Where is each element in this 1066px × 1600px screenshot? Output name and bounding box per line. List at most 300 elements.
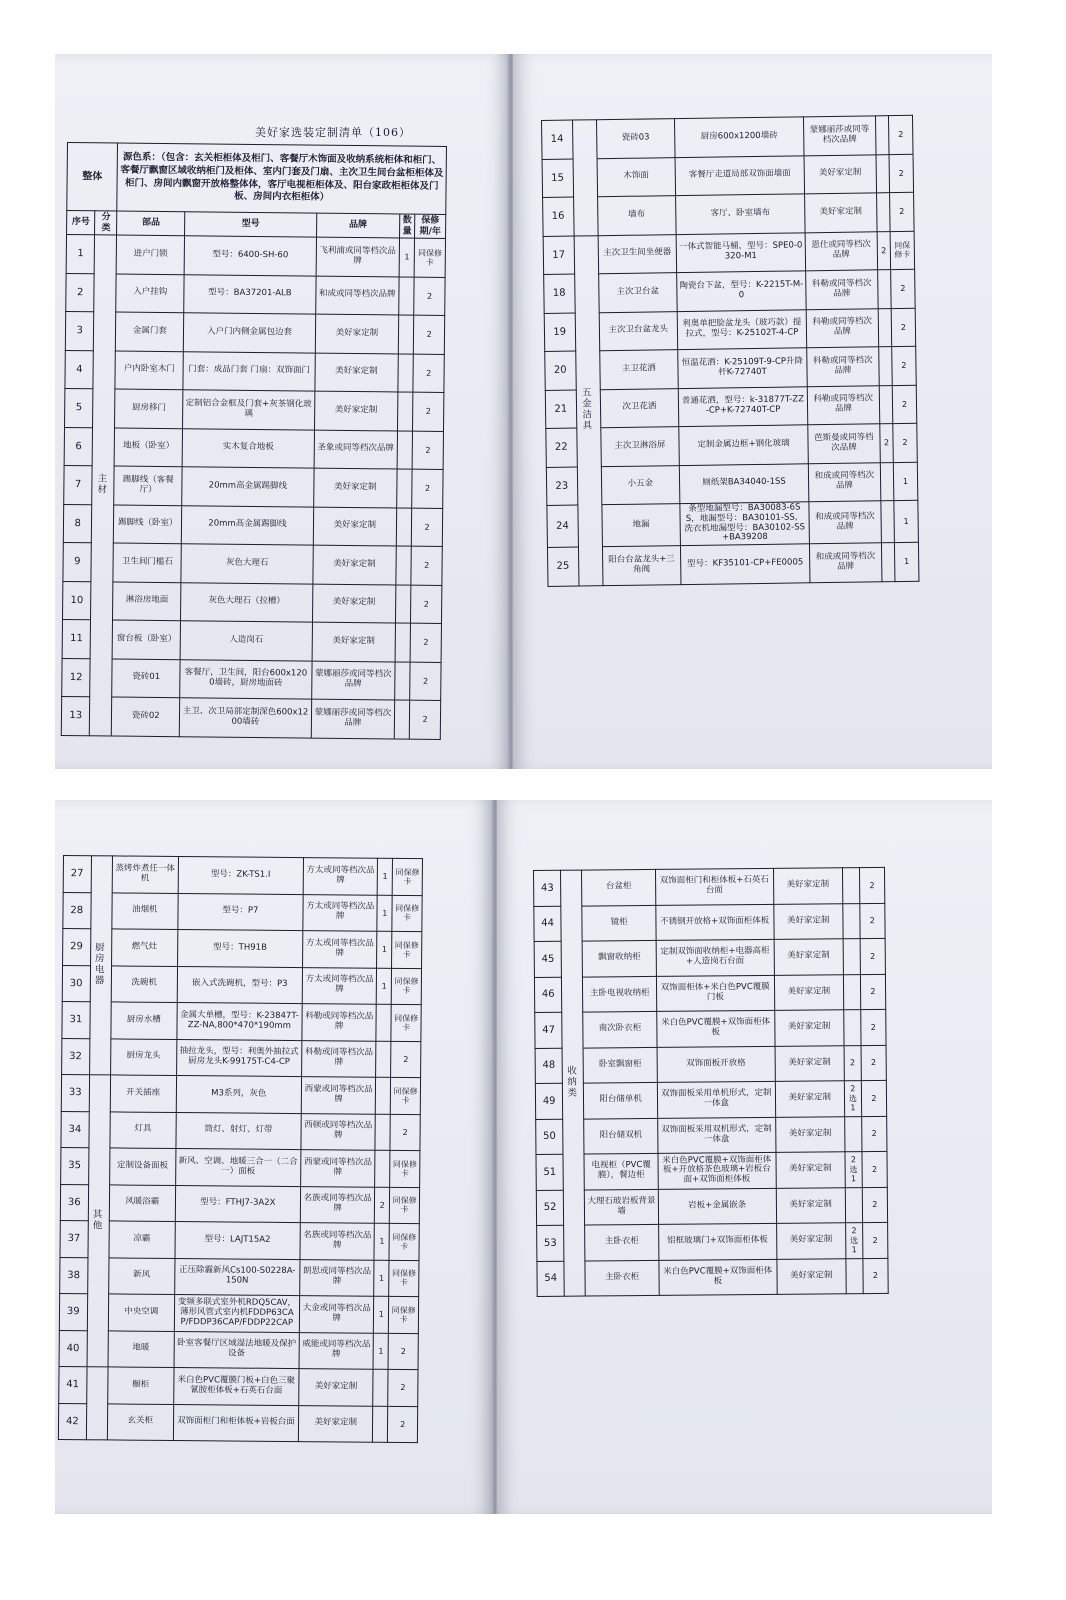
- table-row: [534, 867, 885, 906]
- part-cell: 主卧电视收纳柜: [583, 976, 657, 1012]
- row-number: 50: [536, 1119, 564, 1155]
- part-cell: 橱柜: [108, 1367, 174, 1404]
- model-cell: 型号：FTHJ7-3A2X: [175, 1185, 301, 1223]
- table-row: [535, 1045, 886, 1084]
- table-row: [537, 1222, 888, 1261]
- warranty-cell: 2: [888, 115, 913, 154]
- part-cell: 新风: [109, 1257, 175, 1294]
- row-number: 21: [545, 390, 576, 429]
- brand-cell: 美好家定制: [312, 622, 396, 661]
- row-number: 4: [65, 350, 94, 389]
- row-number: 45: [534, 941, 562, 977]
- category-cell: 厨房电器: [89, 856, 112, 1075]
- part-cell: 木饰面: [597, 157, 676, 197]
- qty-cell: [845, 1116, 862, 1152]
- row-number: 49: [535, 1083, 563, 1119]
- qty-cell: [881, 543, 895, 582]
- part-cell: 定制设备面板: [109, 1148, 175, 1185]
- table-row: [66, 235, 445, 277]
- model-cell: 米白色PVC覆膜门板+白色三聚氰胺柜体板+石英石台面: [173, 1367, 299, 1405]
- warranty-cell: 2: [414, 315, 445, 354]
- model-cell: 定制铝合金框及门套+灰茶钢化玻璃: [183, 390, 315, 430]
- qty-cell: [375, 1150, 390, 1187]
- model-cell: 定制双饰面收纳柜+电器高柜+人造岗石台面: [656, 939, 774, 976]
- row-number: 11: [62, 619, 91, 658]
- table-row: [63, 892, 422, 932]
- part-cell: 小五金: [601, 465, 680, 505]
- table-row: [536, 1187, 887, 1226]
- brand-cell: 美好家定制: [298, 1405, 373, 1442]
- qty-cell: [875, 116, 889, 155]
- warranty-cell: 2: [861, 1080, 887, 1116]
- page-right-top: [513, 54, 992, 769]
- table-row: [66, 273, 445, 315]
- row-number: 40: [59, 1330, 87, 1367]
- brand-cell: 美好家定制: [776, 1258, 846, 1294]
- row-number: 46: [534, 977, 562, 1013]
- part-cell: 洗碗机: [111, 965, 177, 1002]
- brand-cell: 美好家定制: [776, 1223, 846, 1259]
- warranty-cell: 同保修卡: [391, 968, 421, 1005]
- row-number: 36: [60, 1184, 88, 1221]
- part-cell: 墙布: [597, 196, 676, 236]
- brand-cell: 美好家定制: [315, 314, 399, 353]
- model-cell: 米白色PVC覆膜+双饰面柜体板: [657, 1010, 775, 1047]
- table-row: [59, 1366, 418, 1406]
- qty-cell: [881, 501, 895, 543]
- category-cell: 五金洁具: [574, 235, 603, 585]
- part-cell: 主卫花洒: [599, 350, 678, 390]
- table-row: [62, 1038, 421, 1078]
- part-cell: 电视柜（PVC覆膜），餐边柜: [584, 1153, 658, 1189]
- table-row: [62, 581, 441, 623]
- qty-cell: 2选1: [846, 1223, 863, 1259]
- row-number: 17: [543, 236, 574, 275]
- qty-cell: [844, 1010, 861, 1046]
- part-cell: 凉霸: [109, 1221, 175, 1258]
- warranty-cell: 2: [893, 423, 918, 462]
- warranty-cell: 2: [412, 508, 443, 547]
- warranty-cell: 2: [388, 1369, 418, 1406]
- model-cell: 20mm高金属踢脚线: [182, 467, 314, 507]
- model-cell: M3系列，灰色: [176, 1075, 302, 1113]
- row-number: 39: [59, 1293, 87, 1330]
- table-row: [65, 350, 444, 392]
- row-number: 53: [537, 1225, 565, 1261]
- table-row: [61, 696, 440, 738]
- qty-cell: [399, 276, 415, 315]
- warranty-cell: 2: [892, 346, 917, 385]
- warranty-cell: 2: [388, 1406, 418, 1443]
- intro-text: 源色系：（包含：玄关柜柜体及柜门、客餐厅木饰面及收纳系统柜体和柜门、客餐厅飘窗区域收纳柜门及柜体、室内门套及门扇、主次卫生间台盆柜柜体及柜门、房间内飘窗开放格整体体，客厅电视柜柜体及、阳台家政柜柜体及门板、房间内衣柜柜体）: [117, 143, 446, 214]
- brand-cell: 科勒或同等档次品牌: [302, 1004, 377, 1041]
- brand-cell: 美好家定制: [315, 353, 399, 392]
- qty-cell: [394, 700, 410, 739]
- part-cell: 主次卫台盆龙头: [599, 311, 678, 351]
- model-cell: 厨房600x1200墙砖: [675, 117, 804, 157]
- model-cell: 双饰面柜门和柜体板+石英石台面: [655, 868, 773, 905]
- qty-cell: 2: [877, 231, 891, 270]
- row-number: 54: [537, 1261, 565, 1297]
- part-cell: 油烟机: [112, 892, 178, 929]
- model-cell: 客餐厅走道局部双饰面墙面: [675, 155, 804, 195]
- warranty-cell: 1: [894, 542, 919, 581]
- model-cell: 岩板+金属嵌条: [658, 1188, 776, 1225]
- model-cell: 条型地漏型号：BA30083-6SS，地漏型号：BA30101-SS，洗衣机地漏型号：BA30102-SS+BA39208: [680, 502, 809, 546]
- warranty-cell: 2: [410, 623, 441, 662]
- model-cell: 型号：6400-SH-60: [184, 236, 316, 276]
- header-cell: 序号: [67, 211, 96, 235]
- page-left-bottom: [55, 800, 493, 1514]
- brand-cell: 芭斯曼或同等档次品牌: [808, 424, 881, 464]
- warranty-cell: 同保修卡: [391, 1004, 421, 1041]
- qty-cell: [395, 623, 411, 662]
- table-row: [62, 658, 441, 700]
- row-number: 30: [62, 965, 90, 1002]
- part-cell: 主卧衣柜: [585, 1224, 659, 1260]
- model-cell: 人造岗石: [180, 621, 312, 661]
- row-number: 29: [63, 929, 91, 966]
- warranty-cell: 2: [891, 269, 916, 308]
- part-cell: 灯具: [110, 1111, 176, 1148]
- table-row: [543, 231, 915, 275]
- table-row: [63, 504, 442, 546]
- part-cell: 地暖: [108, 1330, 174, 1367]
- table-row: [65, 311, 444, 353]
- model-cell: 型号：BA37201-ALB: [184, 274, 316, 314]
- row-number: 3: [65, 311, 94, 350]
- part-cell: 飘窗收纳柜: [582, 940, 656, 976]
- row-number: 34: [61, 1111, 89, 1148]
- table-row: [545, 385, 917, 429]
- warranty-cell: 同保修卡: [389, 1223, 419, 1260]
- table-row: [61, 1074, 420, 1114]
- row-number: 41: [59, 1366, 87, 1403]
- warranty-cell: 2: [414, 277, 445, 316]
- part-cell: 主次卫台盆: [598, 273, 677, 313]
- brand-cell: 美好家定制: [775, 1045, 845, 1081]
- table-row: [536, 1116, 887, 1155]
- part-cell: 进户门锁: [117, 235, 185, 274]
- table-row: [543, 192, 915, 236]
- category-cell: 主材: [90, 235, 117, 736]
- brand-cell: 科勒或同等档次品牌: [807, 347, 880, 387]
- part-cell: 南次卧衣柜: [583, 1011, 657, 1047]
- model-cell: 型号：ZK-TS1.I: [178, 857, 304, 895]
- header-cell: 保修期/年: [415, 214, 446, 238]
- warranty-cell: 2: [863, 1258, 889, 1294]
- table-row: [60, 1257, 419, 1297]
- row-number: 13: [61, 696, 90, 735]
- category-cell: [86, 1367, 108, 1440]
- qty-cell: [396, 507, 412, 546]
- row-number: 48: [535, 1048, 563, 1084]
- qty-cell: [878, 308, 892, 347]
- header-cell: 数量: [399, 214, 415, 238]
- qty-cell: [395, 584, 411, 623]
- model-cell: 利奥单把脸盆龙头（玻巧款）提拉式，型号：K-25102T-4-CP: [677, 309, 806, 349]
- row-number: 47: [535, 1012, 563, 1048]
- brand-cell: 大金或同等档次品牌: [299, 1296, 374, 1333]
- model-cell: 米白色PVC覆膜+双饰面柜体板+开放格茶色玻璃+岩板台面+双饰面柜体板: [658, 1152, 776, 1189]
- model-cell: 双饰面柜门和柜体板+岩板台面: [173, 1404, 299, 1442]
- brand-cell: 美好家定制: [313, 545, 397, 584]
- model-cell: 双饰面板开放格: [657, 1046, 775, 1083]
- part-cell: 卧室飘窗柜: [583, 1047, 657, 1083]
- part-cell: 地板（卧室）: [114, 428, 182, 467]
- qty-cell: 2选1: [844, 1081, 861, 1117]
- row-number: 35: [61, 1147, 89, 1184]
- model-cell: 定制金属边框+钢化玻璃: [679, 425, 808, 465]
- row-number: 24: [547, 505, 578, 547]
- brand-cell: 科勒或同等档次品牌: [805, 270, 878, 310]
- brand-cell: 西顿或同等档次品牌: [301, 1113, 376, 1150]
- warranty-cell: 1: [893, 462, 918, 501]
- model-cell: 型号：KF35101-CP+FE0005: [681, 544, 810, 584]
- table-row: [536, 1151, 887, 1190]
- model-cell: 卧室客餐厅区域湿法地暖及保护设备: [174, 1331, 300, 1369]
- qty-cell: [373, 1406, 388, 1443]
- table-row: [534, 903, 885, 942]
- qty-cell: [397, 469, 413, 508]
- header-cell: 型号: [185, 212, 317, 237]
- brand-cell: 科勒或同等档次品牌: [806, 308, 879, 348]
- model-cell: 一体式智能马桶，型号：SPE0-0320-M1: [676, 232, 805, 272]
- table-row: [544, 308, 916, 352]
- qty-cell: 2: [880, 424, 894, 463]
- qty-cell: [879, 347, 893, 386]
- brand-cell: 美好家定制: [774, 1010, 844, 1046]
- brand-cell: 美好家定制: [804, 193, 877, 233]
- qty-cell: [880, 462, 894, 501]
- row-number: 37: [60, 1220, 88, 1257]
- model-cell: 双饰面柜体+米白色PVC覆膜门板: [656, 975, 774, 1012]
- qty-cell: 1: [374, 1260, 389, 1297]
- part-cell: 金属门套: [116, 312, 184, 351]
- model-cell: 恒温花洒：K-25109T-9-CP升降杆K-72740T: [678, 348, 807, 388]
- table-row: [63, 929, 422, 969]
- qty-cell: [397, 392, 413, 431]
- qty-cell: [398, 353, 414, 392]
- model-cell: 新风、空调、地暖三合一（二合一）面板: [175, 1148, 301, 1186]
- warranty-cell: 同保修卡: [392, 858, 422, 895]
- qty-cell: 1: [374, 1223, 389, 1260]
- table-row: [62, 1001, 421, 1041]
- table-row: [64, 465, 443, 507]
- warranty-cell: 2: [862, 1151, 888, 1187]
- qty-cell: [842, 868, 859, 904]
- brand-cell: 和成或同等档次品牌: [315, 276, 399, 315]
- model-cell: 双饰面板采用单机形式，定制一体盒: [657, 1081, 775, 1118]
- table-row: [535, 1009, 886, 1048]
- warranty-cell: 2: [388, 1333, 418, 1370]
- part-cell: 开关插座: [110, 1075, 176, 1112]
- brand-cell: 蒙娜丽莎或同等档次品牌: [311, 699, 395, 738]
- qty-cell: [376, 1077, 391, 1114]
- table-row: [62, 619, 441, 661]
- brand-cell: 美好家定制: [299, 1369, 374, 1406]
- warranty-cell: 同保修卡: [392, 931, 422, 968]
- qty-cell: [375, 1114, 390, 1151]
- brand-cell: 美好家定制: [775, 1081, 845, 1117]
- part-cell: 大理石玻岩板背景墙: [585, 1189, 659, 1225]
- row-number: 52: [536, 1190, 564, 1226]
- warranty-cell: 2: [889, 154, 914, 193]
- model-cell: 正压除霾新风Cs100-S0228A-150N: [174, 1258, 300, 1296]
- model-cell: 米白色PVC覆膜+双饰面柜体板: [659, 1259, 777, 1296]
- model-cell: 不锈钢开放格+双饰面柜体板: [656, 904, 774, 941]
- part-cell: 踢脚线（客餐厅）: [114, 466, 182, 505]
- brand-cell: 科勒或同等档次品牌: [807, 385, 880, 425]
- table-row: [62, 965, 421, 1005]
- table-bottom-right: [533, 867, 889, 1297]
- page-right-bottom: [497, 800, 992, 1514]
- table-row: [547, 542, 919, 586]
- row-number: 10: [62, 581, 91, 620]
- warranty-cell: 2: [860, 938, 886, 974]
- intro-label: 整体: [67, 143, 118, 212]
- qty-cell: 1: [377, 931, 392, 968]
- table-row: [537, 1258, 888, 1297]
- qty-cell: 1: [377, 968, 392, 1005]
- brand-cell: 美好家定制: [804, 154, 877, 194]
- qty-cell: 1: [374, 1296, 389, 1333]
- model-cell: 入户门内侧金属包边套: [184, 313, 316, 353]
- table-row: [61, 1147, 420, 1187]
- row-number: 20: [545, 351, 576, 390]
- qty-cell: [843, 939, 860, 975]
- warranty-cell: 2: [412, 469, 443, 508]
- part-cell: 厨房龙头: [110, 1038, 176, 1075]
- warranty-cell: 2: [860, 903, 886, 939]
- row-number: 33: [61, 1074, 89, 1111]
- brand-cell: 方太或同等档次品牌: [302, 967, 377, 1004]
- brand-cell: 名族或同等档次品牌: [300, 1223, 375, 1260]
- part-cell: 卫生间门槛石: [113, 543, 181, 582]
- part-cell: 次卫花洒: [600, 388, 679, 428]
- part-cell: 阳台储双机: [584, 1118, 658, 1154]
- model-cell: 普通花洒，型号：k-31877T-ZZ-CP+K-72740T-CP: [678, 386, 807, 426]
- row-number: 14: [542, 120, 573, 159]
- table-row: [60, 1184, 419, 1224]
- brand-cell: 名族或同等档次品牌: [300, 1186, 375, 1223]
- table-bottom-left: [58, 855, 423, 1443]
- qty-cell: [845, 1187, 862, 1223]
- table-row: [534, 974, 885, 1013]
- part-cell: 主次卫生间坐便器: [598, 234, 677, 274]
- part-cell: 风暖浴霸: [109, 1184, 175, 1221]
- model-cell: 筒灯、射灯、灯带: [176, 1112, 302, 1150]
- brand-cell: 美好家定制: [775, 1116, 845, 1152]
- qty-cell: 1: [377, 895, 392, 932]
- brand-cell: 飞利浦或同等档次品牌: [316, 237, 400, 276]
- qty-cell: [397, 430, 413, 469]
- brand-cell: 蒙娜丽莎或同等档次品牌: [803, 116, 876, 156]
- table-row: [545, 346, 917, 390]
- warranty-cell: 2: [411, 585, 442, 624]
- header-cell: 品牌: [316, 213, 399, 238]
- part-cell: 台盆柜: [582, 869, 656, 905]
- row-number: 6: [64, 427, 93, 466]
- table-row: [546, 462, 918, 506]
- brand-cell: 科勒或同等档次品牌: [302, 1040, 377, 1077]
- model-cell: 客厅、卧室墙布: [676, 194, 805, 234]
- warranty-cell: 2: [413, 354, 444, 393]
- warranty-cell: 2: [861, 1116, 887, 1152]
- row-number: 2: [66, 273, 95, 312]
- table-row: [63, 542, 442, 584]
- brand-cell: 朗思或同等档次品牌: [300, 1259, 375, 1296]
- warranty-cell: 2: [892, 385, 917, 424]
- qty-cell: [395, 661, 411, 700]
- header-cell: 部品: [117, 211, 185, 236]
- part-cell: 踢脚线（卧室）: [114, 505, 182, 544]
- model-cell: 厕纸架BA34040-1SS: [679, 463, 808, 503]
- brand-cell: 美好家定制: [773, 903, 843, 939]
- model-cell: 门套：成品门套 门扇：双饰面门: [183, 351, 315, 391]
- warranty-cell: 同保修卡: [890, 231, 915, 270]
- qty-cell: [398, 315, 414, 354]
- table-row: [58, 1403, 417, 1443]
- photo-top-spread: [55, 54, 992, 769]
- brand-cell: 和成或同等档次品牌: [808, 462, 881, 502]
- row-number: 7: [64, 465, 93, 504]
- row-number: 5: [65, 388, 94, 427]
- part-cell: 地漏: [601, 504, 680, 547]
- model-cell: 抽拉龙头，型号：利奥外抽拉式厨房龙头K-99175T-C4-CP: [176, 1039, 302, 1077]
- part-cell: 厨房移门: [115, 389, 183, 428]
- qty-cell: 2: [375, 1187, 390, 1224]
- table-row: [534, 938, 885, 977]
- table-row: [546, 423, 918, 467]
- qty-cell: [376, 1004, 391, 1041]
- warranty-cell: 2: [860, 1009, 886, 1045]
- part-cell: 主次卫淋浴屏: [600, 427, 679, 467]
- row-number: 16: [543, 197, 574, 236]
- part-cell: 阳台台盆龙头+三角阀: [602, 546, 681, 586]
- model-cell: 灰色大理石（拉槽）: [181, 582, 313, 622]
- table-row: [542, 154, 914, 198]
- warranty-cell: 1: [894, 500, 919, 542]
- qty-cell: 2: [844, 1045, 861, 1081]
- qty-cell: [879, 385, 893, 424]
- row-number: 43: [534, 870, 562, 906]
- brand-cell: 恩仕或同等档次品牌: [805, 231, 878, 271]
- qty-cell: [877, 270, 891, 309]
- qty-cell: 2选1: [845, 1152, 862, 1188]
- photo-bottom-spread: [55, 800, 992, 1514]
- qty-cell: 1: [399, 238, 415, 277]
- header-cell: 分类: [95, 211, 117, 235]
- part-cell: 阳台储单机: [584, 1082, 658, 1118]
- qty-cell: [843, 974, 860, 1010]
- brand-cell: 西蒙或同等档次品牌: [301, 1077, 376, 1114]
- warranty-cell: 2: [862, 1187, 888, 1223]
- model-cell: 主卫、次卫局部定制深色600x1200墙砖: [180, 698, 312, 738]
- brand-cell: 美好家定制: [774, 939, 844, 975]
- model-cell: 型号：TH91B: [177, 930, 303, 968]
- table-row: [65, 388, 444, 430]
- table-row: [64, 427, 443, 469]
- row-number: 38: [60, 1257, 88, 1294]
- brand-cell: 方太或同等档次品牌: [303, 894, 378, 931]
- table-top-right: [541, 115, 919, 587]
- brand-cell: 美好家定制: [314, 391, 398, 430]
- table-row: [535, 1080, 886, 1119]
- table-row: [60, 1220, 419, 1260]
- brand-cell: 美好家定制: [774, 974, 844, 1010]
- warranty-cell: 同保修卡: [392, 895, 422, 932]
